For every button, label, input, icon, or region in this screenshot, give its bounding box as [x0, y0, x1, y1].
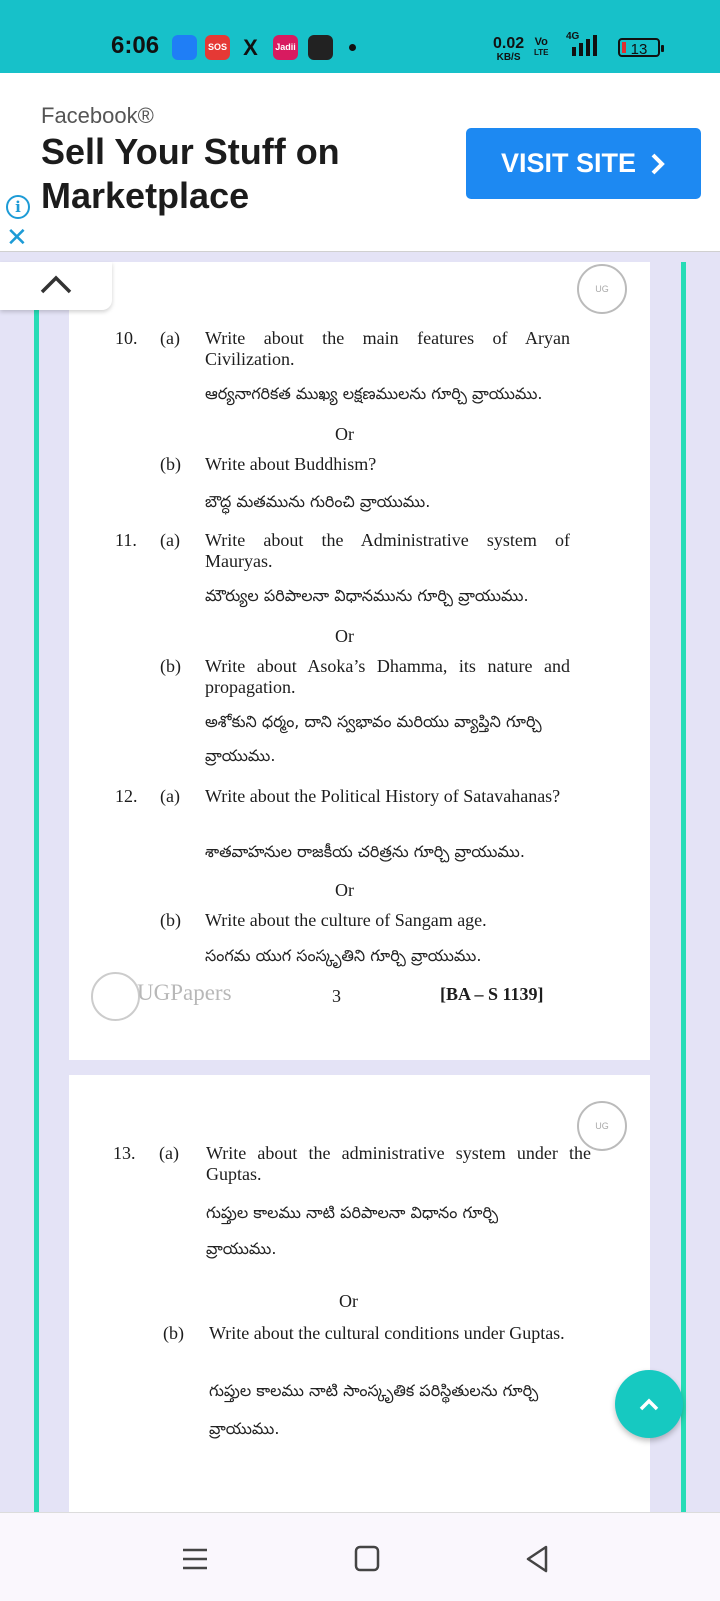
paper-code: [BA – S 1139] [440, 984, 544, 1004]
question-text-telugu: ఆర్యనాగరికత ముఖ్య లక్షణములను గూర్చి వ్రాయుము. [205, 384, 543, 403]
question-part: (b) [163, 1323, 184, 1343]
or-separator: Or [335, 424, 354, 444]
watermark-stamp: UG [577, 264, 627, 314]
chevron-up-icon [615, 1370, 683, 1438]
jio-app-icon: Jadii [273, 35, 298, 60]
x-app-icon: X [243, 35, 258, 60]
ad-close-icon[interactable]: ✕ [6, 222, 28, 252]
chevron-up-icon [0, 262, 112, 310]
more-notifications-icon [349, 44, 356, 51]
or-separator: Or [335, 626, 354, 646]
chevron-right-icon [650, 152, 666, 176]
question-text: Write about the main features of Aryan Civilization. [205, 328, 570, 369]
question-text: Write about the administrative system under the Guptas. [206, 1143, 591, 1184]
question-text-telugu: అశోకుని ధర్మం, దాని స్వభావం మరియు వ్యాప్తిని గూర్చి [205, 712, 542, 731]
menu-icon [175, 1542, 215, 1576]
back-button[interactable] [512, 1541, 552, 1575]
question-part: (b) [160, 656, 181, 676]
question-text: Write about Asoka’s Dhamma, its nature and propagation. [205, 656, 570, 697]
question-part: (a) [159, 1143, 179, 1163]
scroll-edge-left [34, 262, 39, 1512]
question-part: (a) [160, 328, 180, 348]
question-text-telugu: వ్రాయుము. [209, 1419, 280, 1438]
question-number: 12. [115, 786, 138, 806]
ad-title[interactable]: Sell Your Stuff on Marketplace [41, 131, 340, 216]
ad-source: Facebook® [41, 103, 154, 128]
question-number: 10. [115, 328, 138, 348]
question-text-telugu: గుప్తుల కాలము నాటి సాంస్కృతిక పరిస్థితులను గూర్చి [209, 1381, 539, 1400]
back-triangle-icon [518, 1542, 558, 1576]
game-app-icon [308, 35, 333, 60]
ad-banner[interactable] [0, 73, 720, 252]
system-nav-bar [0, 1512, 720, 1601]
question-text-telugu: బౌద్ధ మతమును గురించి వ్రాయుము. [205, 492, 431, 511]
menu-button[interactable] [169, 1541, 209, 1575]
or-separator: Or [335, 880, 354, 900]
question-text: Write about the Political History of Satavahanas? [205, 786, 561, 806]
question-part: (b) [160, 910, 181, 930]
question-text: Write about Buddhism? [205, 454, 377, 474]
signal-app-icon [172, 35, 197, 60]
visit-site-button[interactable]: VISIT SITE [466, 128, 701, 199]
ugpapers-logo-text: UGPapers [137, 980, 232, 1005]
question-text: Write about the culture of Sangam age. [205, 910, 487, 930]
document-page [69, 262, 650, 1060]
watermark-stamp: UG [577, 1101, 627, 1151]
question-text-telugu: గుప్తుల కాలము నాటి పరిపాలనా విధానం గూర్చి [206, 1203, 499, 1222]
question-number: 11. [115, 530, 137, 550]
question-part: (a) [160, 786, 180, 806]
question-text-telugu: మౌర్యుల పరిపాలనా విధానమును గూర్చి వ్రాయుము. [205, 586, 529, 605]
question-text-telugu: వ్రాయుము. [205, 746, 276, 765]
question-text-telugu: వ్రాయుము. [206, 1239, 277, 1258]
question-part: (a) [160, 530, 180, 550]
volte-indicator: Vo LTE [534, 36, 549, 57]
document-page [69, 1075, 650, 1512]
scroll-edge-right [681, 262, 686, 1512]
home-button[interactable] [341, 1541, 381, 1575]
question-text: Write about the Administrative system of Mauryas. [205, 530, 570, 571]
status-time: 6:06 [111, 32, 160, 59]
battery-icon: 13 [618, 38, 660, 57]
ugpapers-logo-icon [91, 972, 140, 1021]
question-part: (b) [160, 454, 181, 474]
home-square-icon [347, 1542, 387, 1576]
or-separator: Or [339, 1291, 358, 1311]
scroll-to-top-button[interactable] [615, 1370, 683, 1438]
page-number: 3 [332, 986, 341, 1006]
ad-info-icon[interactable]: i [6, 195, 30, 219]
question-text: Write about the cultural conditions under Guptas. [209, 1323, 565, 1343]
status-bar [0, 0, 720, 73]
signal-icon: 4G [566, 33, 602, 59]
question-text-telugu: సంగమ యుగ సంస్కృతిని గూర్చి వ్రాయుము. [205, 946, 482, 965]
sos-app-icon: SOS [205, 35, 230, 60]
question-number: 13. [113, 1143, 136, 1163]
network-speed: 0.02 KB/S [493, 35, 525, 63]
collapse-ad-button[interactable] [0, 262, 112, 310]
question-text-telugu: శాతవాహనుల రాజకీయ చరిత్రను గూర్చి వ్రాయుము. [205, 842, 525, 861]
